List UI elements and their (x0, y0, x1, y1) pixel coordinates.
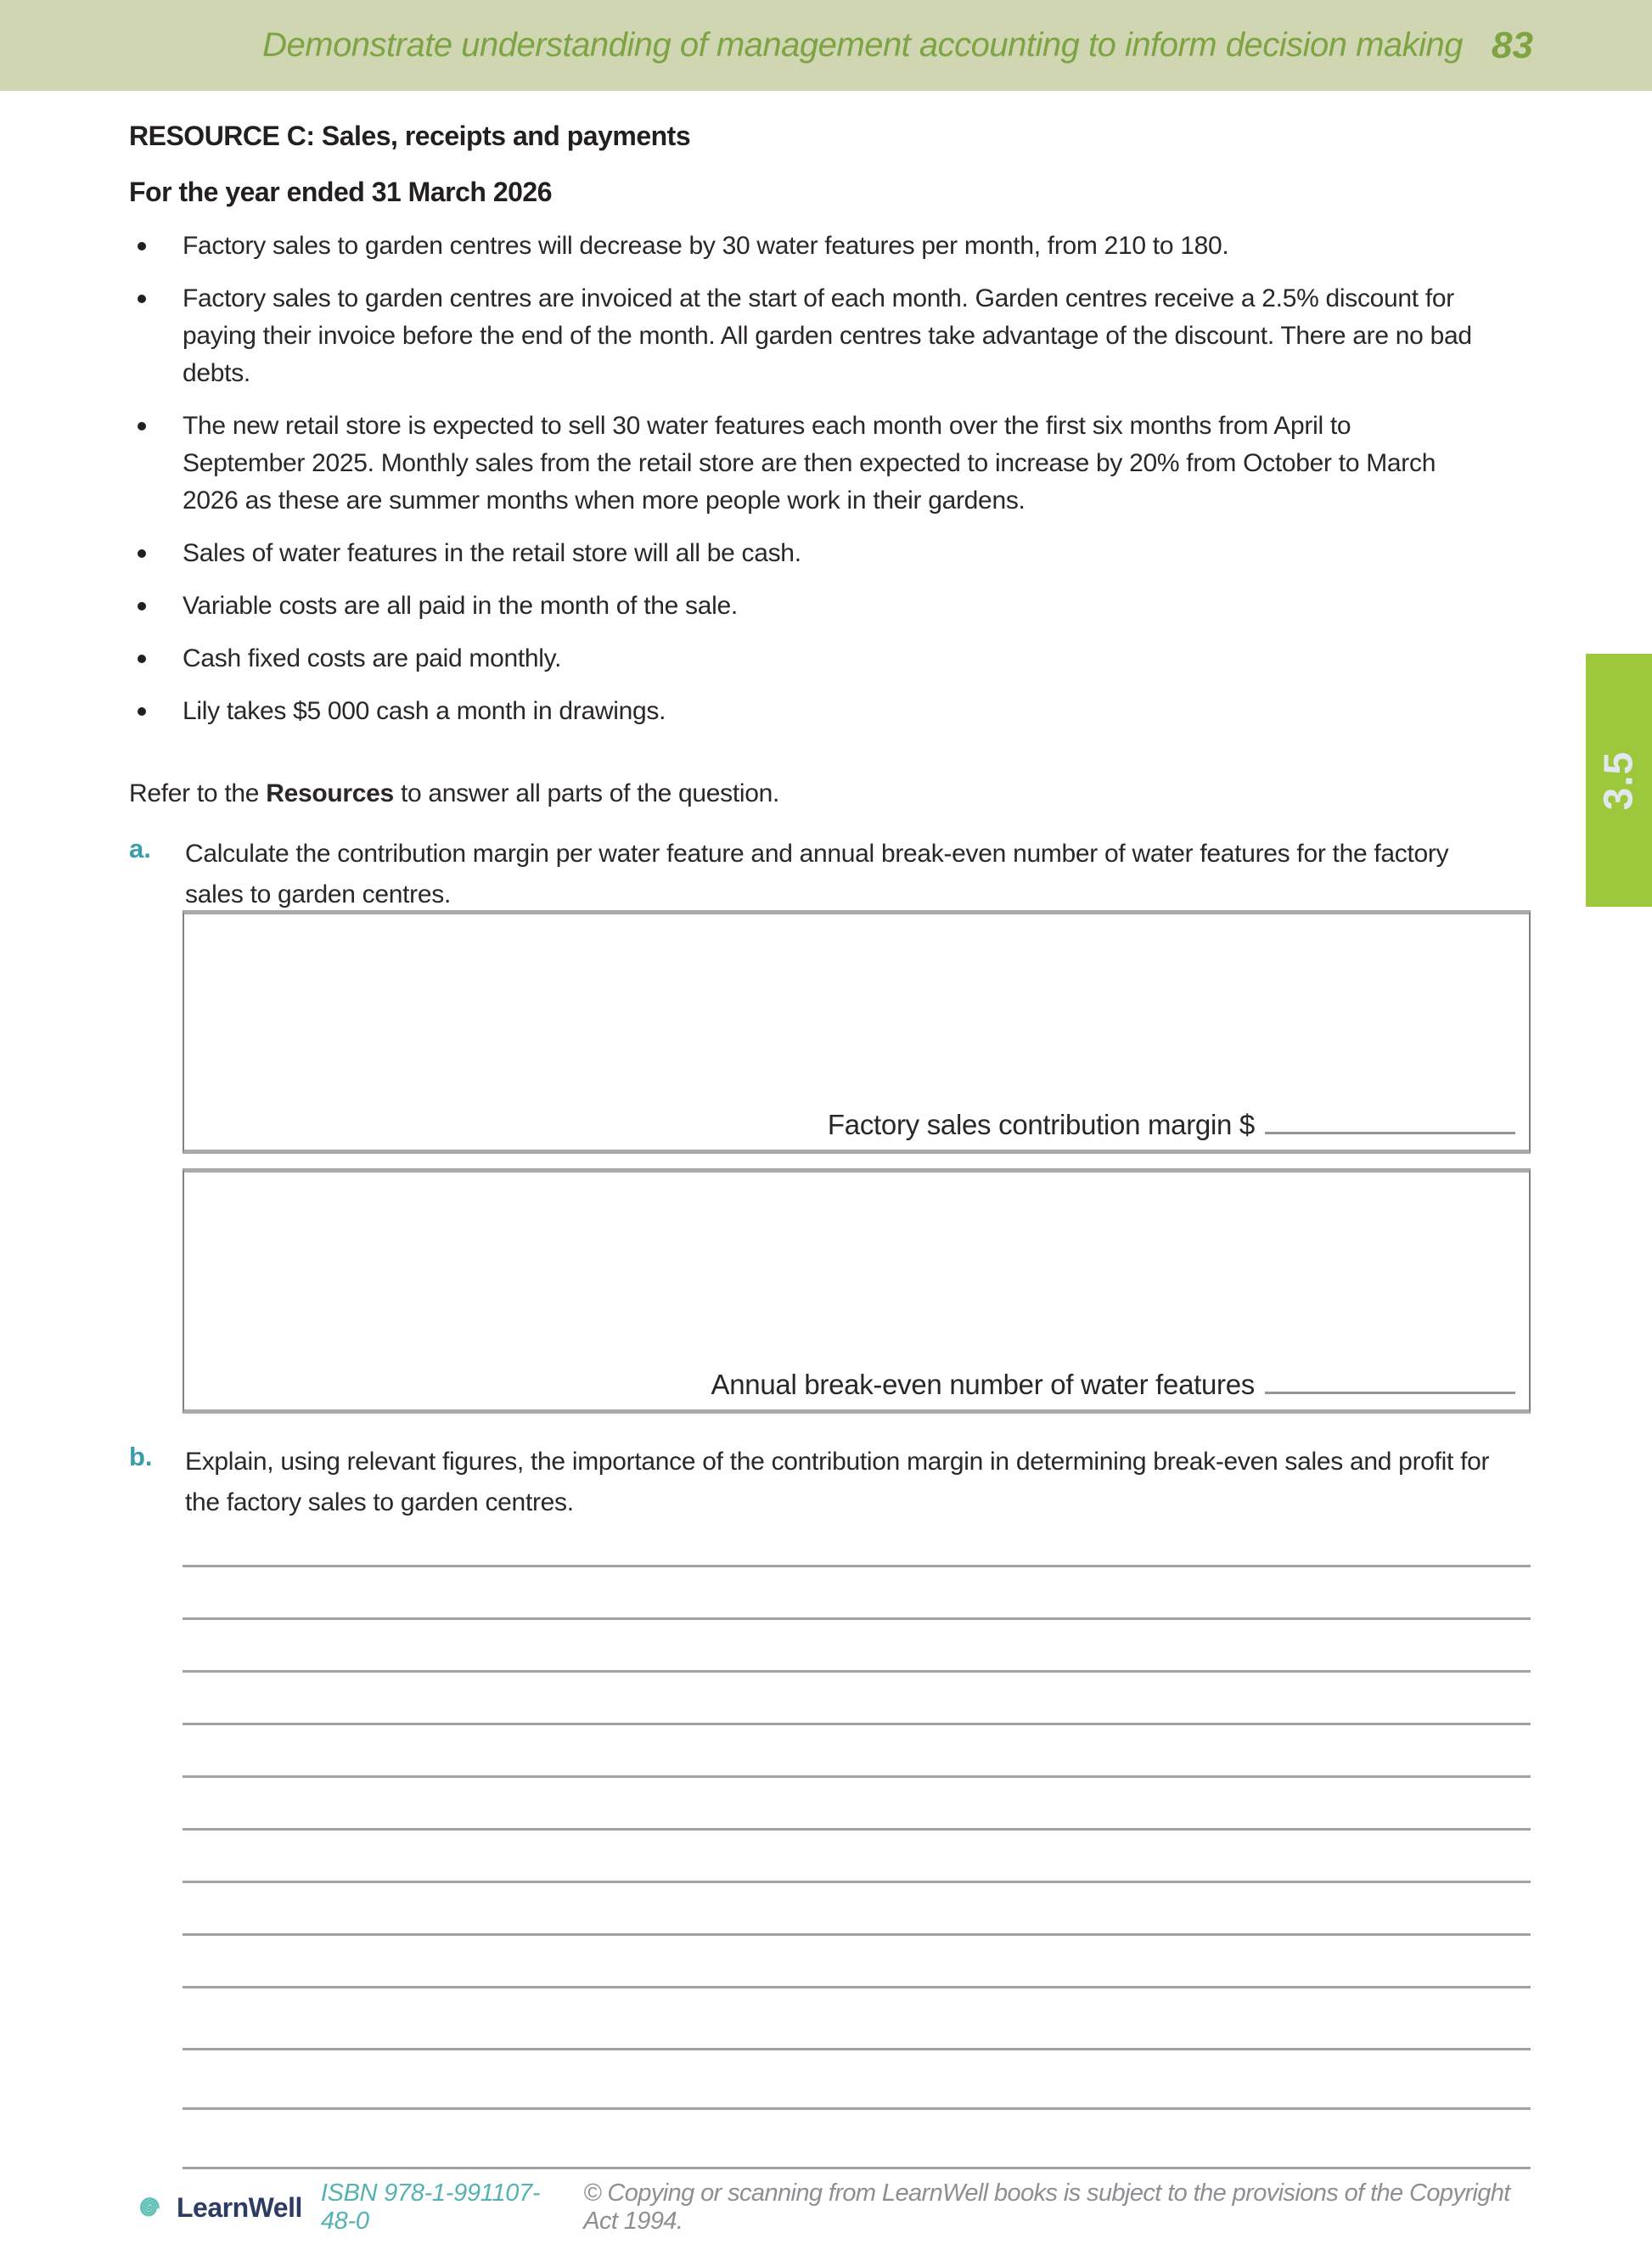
writing-line[interactable] (183, 2167, 1531, 2169)
bullet-icon (138, 242, 146, 250)
contribution-margin-label: Factory sales contribution margin $ (827, 1109, 1255, 1140)
writing-line[interactable] (183, 1565, 1531, 1567)
contribution-margin-label-row (828, 1106, 1515, 1141)
writing-line[interactable] (183, 1933, 1531, 1936)
writing-line[interactable] (183, 2048, 1531, 2050)
bullet-icon (138, 602, 146, 610)
learnwell-spiral-icon (127, 2187, 168, 2228)
section-tab (1586, 654, 1652, 907)
resource-heading: RESOURCE C: Sales, receipts and payments (129, 121, 691, 151)
bullet-text: Variable costs are all paid in the month of the sale. (183, 592, 738, 620)
page-header-title: Demonstrate understanding of management accounting to inform decision making (262, 26, 1464, 64)
copyright-text: © Copying or scanning from LearnWell books is subject to the provisions of the Copyright Act 1994. (583, 2179, 1510, 2235)
break-even-label: Annual break-even number of water features (711, 1369, 1255, 1400)
isbn-text: ISBN 978-1-991107-48-0 (320, 2179, 541, 2235)
question-b-label: b. (129, 1442, 153, 1471)
writing-line[interactable] (183, 1986, 1531, 1988)
bullet-icon (138, 707, 146, 716)
brand-text: LearnWell (177, 2191, 302, 2223)
bullet-item (129, 640, 1479, 678)
bullet-text: Sales of water features in the retail store will all be cash. (183, 539, 801, 567)
question-a-label: a. (129, 834, 151, 863)
instructions-line (129, 779, 779, 808)
question-a-text: Calculate the contribution margin per water feature and annual break-even number of water features for the factory sales to garden centres. (185, 840, 1449, 908)
bullet-icon (138, 295, 146, 303)
break-even-label-row (711, 1366, 1515, 1401)
answer-lines-area (183, 1565, 1531, 2169)
bullet-icon (138, 549, 146, 558)
bullet-item (129, 408, 1479, 520)
bullet-text: Factory sales to garden centres will decrease by 30 water features per month, from 210 to 180. (183, 232, 1229, 260)
section-tab-label: 3.5 (1596, 751, 1642, 810)
answer-box-break-even[interactable] (183, 1168, 1531, 1414)
instructions-bold: Resources (266, 779, 394, 807)
bullet-text: Factory sales to garden centres are invoiced at the start of each month. Garden centres receive a 2.5% discount for paying their invoice before the end of the month. All garden centres take advantage of the discount. There are no bad debts. (183, 284, 1472, 387)
writing-line[interactable] (183, 1775, 1531, 1778)
bullet-text: Cash fixed costs are paid monthly. (183, 644, 562, 672)
answer-box-contribution-margin[interactable] (183, 910, 1531, 1154)
bullet-item (129, 693, 1479, 730)
bullet-icon (138, 422, 146, 430)
bullet-text: Lily takes $5 000 cash a month in drawings. (183, 697, 666, 725)
writing-line[interactable] (183, 1881, 1531, 1883)
bullet-icon (138, 655, 146, 663)
page-number: 83 (1492, 24, 1533, 66)
bullet-item (129, 228, 1479, 265)
bullet-text: The new retail store is expected to sell 30 water features each month over the first six months from April to September 2025. Monthly sales from the retail store are then expected to increase by 20% from October to March 2026 as these are summer months when more people work in their gardens. (183, 412, 1436, 515)
break-even-answer-line[interactable] (1265, 1366, 1515, 1394)
header-band (0, 0, 1652, 91)
instructions-suffix: to answer all parts of the question. (393, 779, 780, 807)
contribution-margin-answer-line[interactable] (1265, 1106, 1515, 1134)
footer (127, 2179, 1537, 2235)
bullet-item (129, 588, 1479, 625)
question-b-text: Explain, using relevant figures, the importance of the contribution margin in determining break-even sales and profit for the factory sales to garden centres. (185, 1448, 1490, 1516)
writing-line[interactable] (183, 2107, 1531, 2110)
bullet-list (129, 228, 1479, 745)
writing-line[interactable] (183, 1723, 1531, 1725)
resource-subheading: For the year ended 31 March 2026 (129, 177, 552, 207)
writing-line[interactable] (183, 1828, 1531, 1831)
bullet-item (129, 280, 1479, 392)
writing-line[interactable] (183, 1670, 1531, 1673)
writing-line[interactable] (183, 1617, 1531, 1620)
bullet-item (129, 535, 1479, 572)
instructions-prefix: Refer to the (129, 779, 267, 807)
